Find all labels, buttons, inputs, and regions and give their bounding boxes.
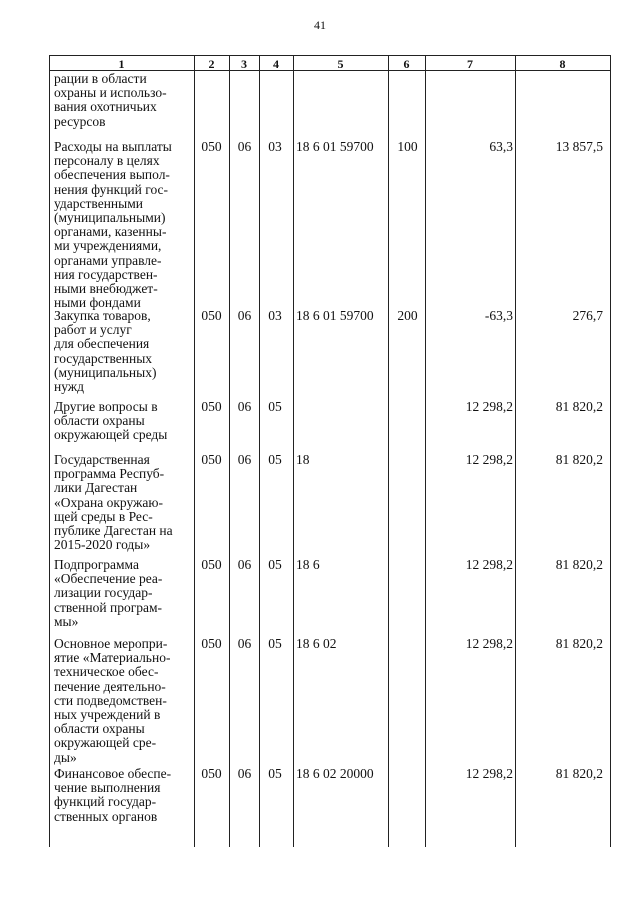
cell-col-2: 050 [201,636,222,651]
cell-col-8: 81 820,2 [555,636,603,651]
cell-col-4: 05 [268,452,282,467]
cell-col-3: 06 [237,636,252,651]
column-divider [293,55,294,847]
budget-table [49,55,611,847]
cell-col-2: 050 [201,557,222,572]
header-col-4: 4 [273,57,279,71]
table-top-border [49,55,611,56]
cell-col-5: 18 [296,452,310,467]
row-name: Финансовое обеспе- чение выполнения функций государ- ственных органов [54,766,172,824]
cell-col-8: 276,7 [572,308,603,323]
header-col-8: 8 [559,57,566,71]
row-name: рации в области охраны и использо- вания охотничьих ресурсов [54,71,167,129]
cell-col-7: 12 298,2 [465,452,513,467]
cell-col-8: 13 857,5 [555,139,603,154]
cell-col-6: 200 [397,308,418,323]
cell-col-5: 18 6 01 59700 [296,308,374,323]
cell-col-7: 12 298,2 [465,557,513,572]
header-col-5: 5 [337,57,344,71]
cell-col-7: 12 298,2 [465,399,513,414]
cell-col-8: 81 820,2 [555,452,603,467]
cell-col-4: 05 [268,636,282,651]
cell-col-3: 06 [237,452,252,467]
cell-col-8: 81 820,2 [555,766,603,781]
cell-col-6: 100 [397,139,418,154]
cell-col-7: 12 298,2 [465,636,513,651]
column-divider [515,55,516,847]
cell-col-4: 05 [268,399,282,414]
cell-col-2: 050 [201,399,222,414]
header-col-6: 6 [403,57,410,71]
column-divider [388,55,389,847]
cell-col-4: 05 [268,557,282,572]
cell-col-3: 06 [237,557,252,572]
cell-col-2: 050 [201,452,222,467]
row-name: Другие вопросы в области охраны окружающей среды [54,399,168,443]
row-name: Основное меропри- ятие «Материально- техническое обес- печение деятельно- сти подведомствен- ных учреждений в области охраны окружающей сре- ды» [54,636,171,765]
cell-col-7: 63,3 [489,139,513,154]
cell-col-8: 81 820,2 [555,557,603,572]
cell-col-7: -63,3 [484,308,513,323]
cell-col-5: 18 6 02 20000 [296,766,374,781]
row-name: Государственная программа Респуб- лики Дагестан «Охрана окружаю- щей среды в Рес- публике Дагестан на 2015-2020 годы» [54,452,173,553]
cell-col-3: 06 [237,139,252,154]
header-col-7: 7 [467,57,473,71]
header-col-1: 1 [118,57,125,71]
cell-col-4: 03 [268,308,282,323]
page-number: 41 [314,18,326,32]
column-divider [229,55,230,847]
cell-col-5: 18 6 02 [296,636,337,651]
column-divider [259,55,260,847]
header-col-3: 3 [241,57,247,71]
cell-col-4: 05 [268,766,282,781]
header-col-2: 2 [208,57,215,71]
cell-col-5: 18 6 [296,557,320,572]
cell-col-2: 050 [201,308,222,323]
cell-col-5: 18 6 01 59700 [296,139,374,154]
cell-col-7: 12 298,2 [465,766,513,781]
cell-col-2: 050 [201,139,222,154]
cell-col-3: 06 [237,766,252,781]
column-divider [610,55,611,847]
column-divider [194,55,195,847]
cell-col-8: 81 820,2 [555,399,603,414]
cell-col-4: 03 [268,139,282,154]
cell-col-2: 050 [201,766,222,781]
row-name: Закупка товаров, работ и услуг для обеспечения государственных (муниципальных) нужд [54,308,157,395]
cell-col-3: 06 [237,399,252,414]
row-name: Подпрограмма «Обеспечение реа- лизации государ- ственной програм- мы» [54,557,163,629]
column-divider [49,55,50,847]
cell-col-3: 06 [237,308,252,323]
row-name: Расходы на выплаты персоналу в целях обеспечения выпол- нения функций гос- ударственными (муниципальными) органами, казенны- ми учреждениями, органами управле- ния государствен- ными внебюджет- ными фондами [54,139,172,311]
column-divider [425,55,426,847]
